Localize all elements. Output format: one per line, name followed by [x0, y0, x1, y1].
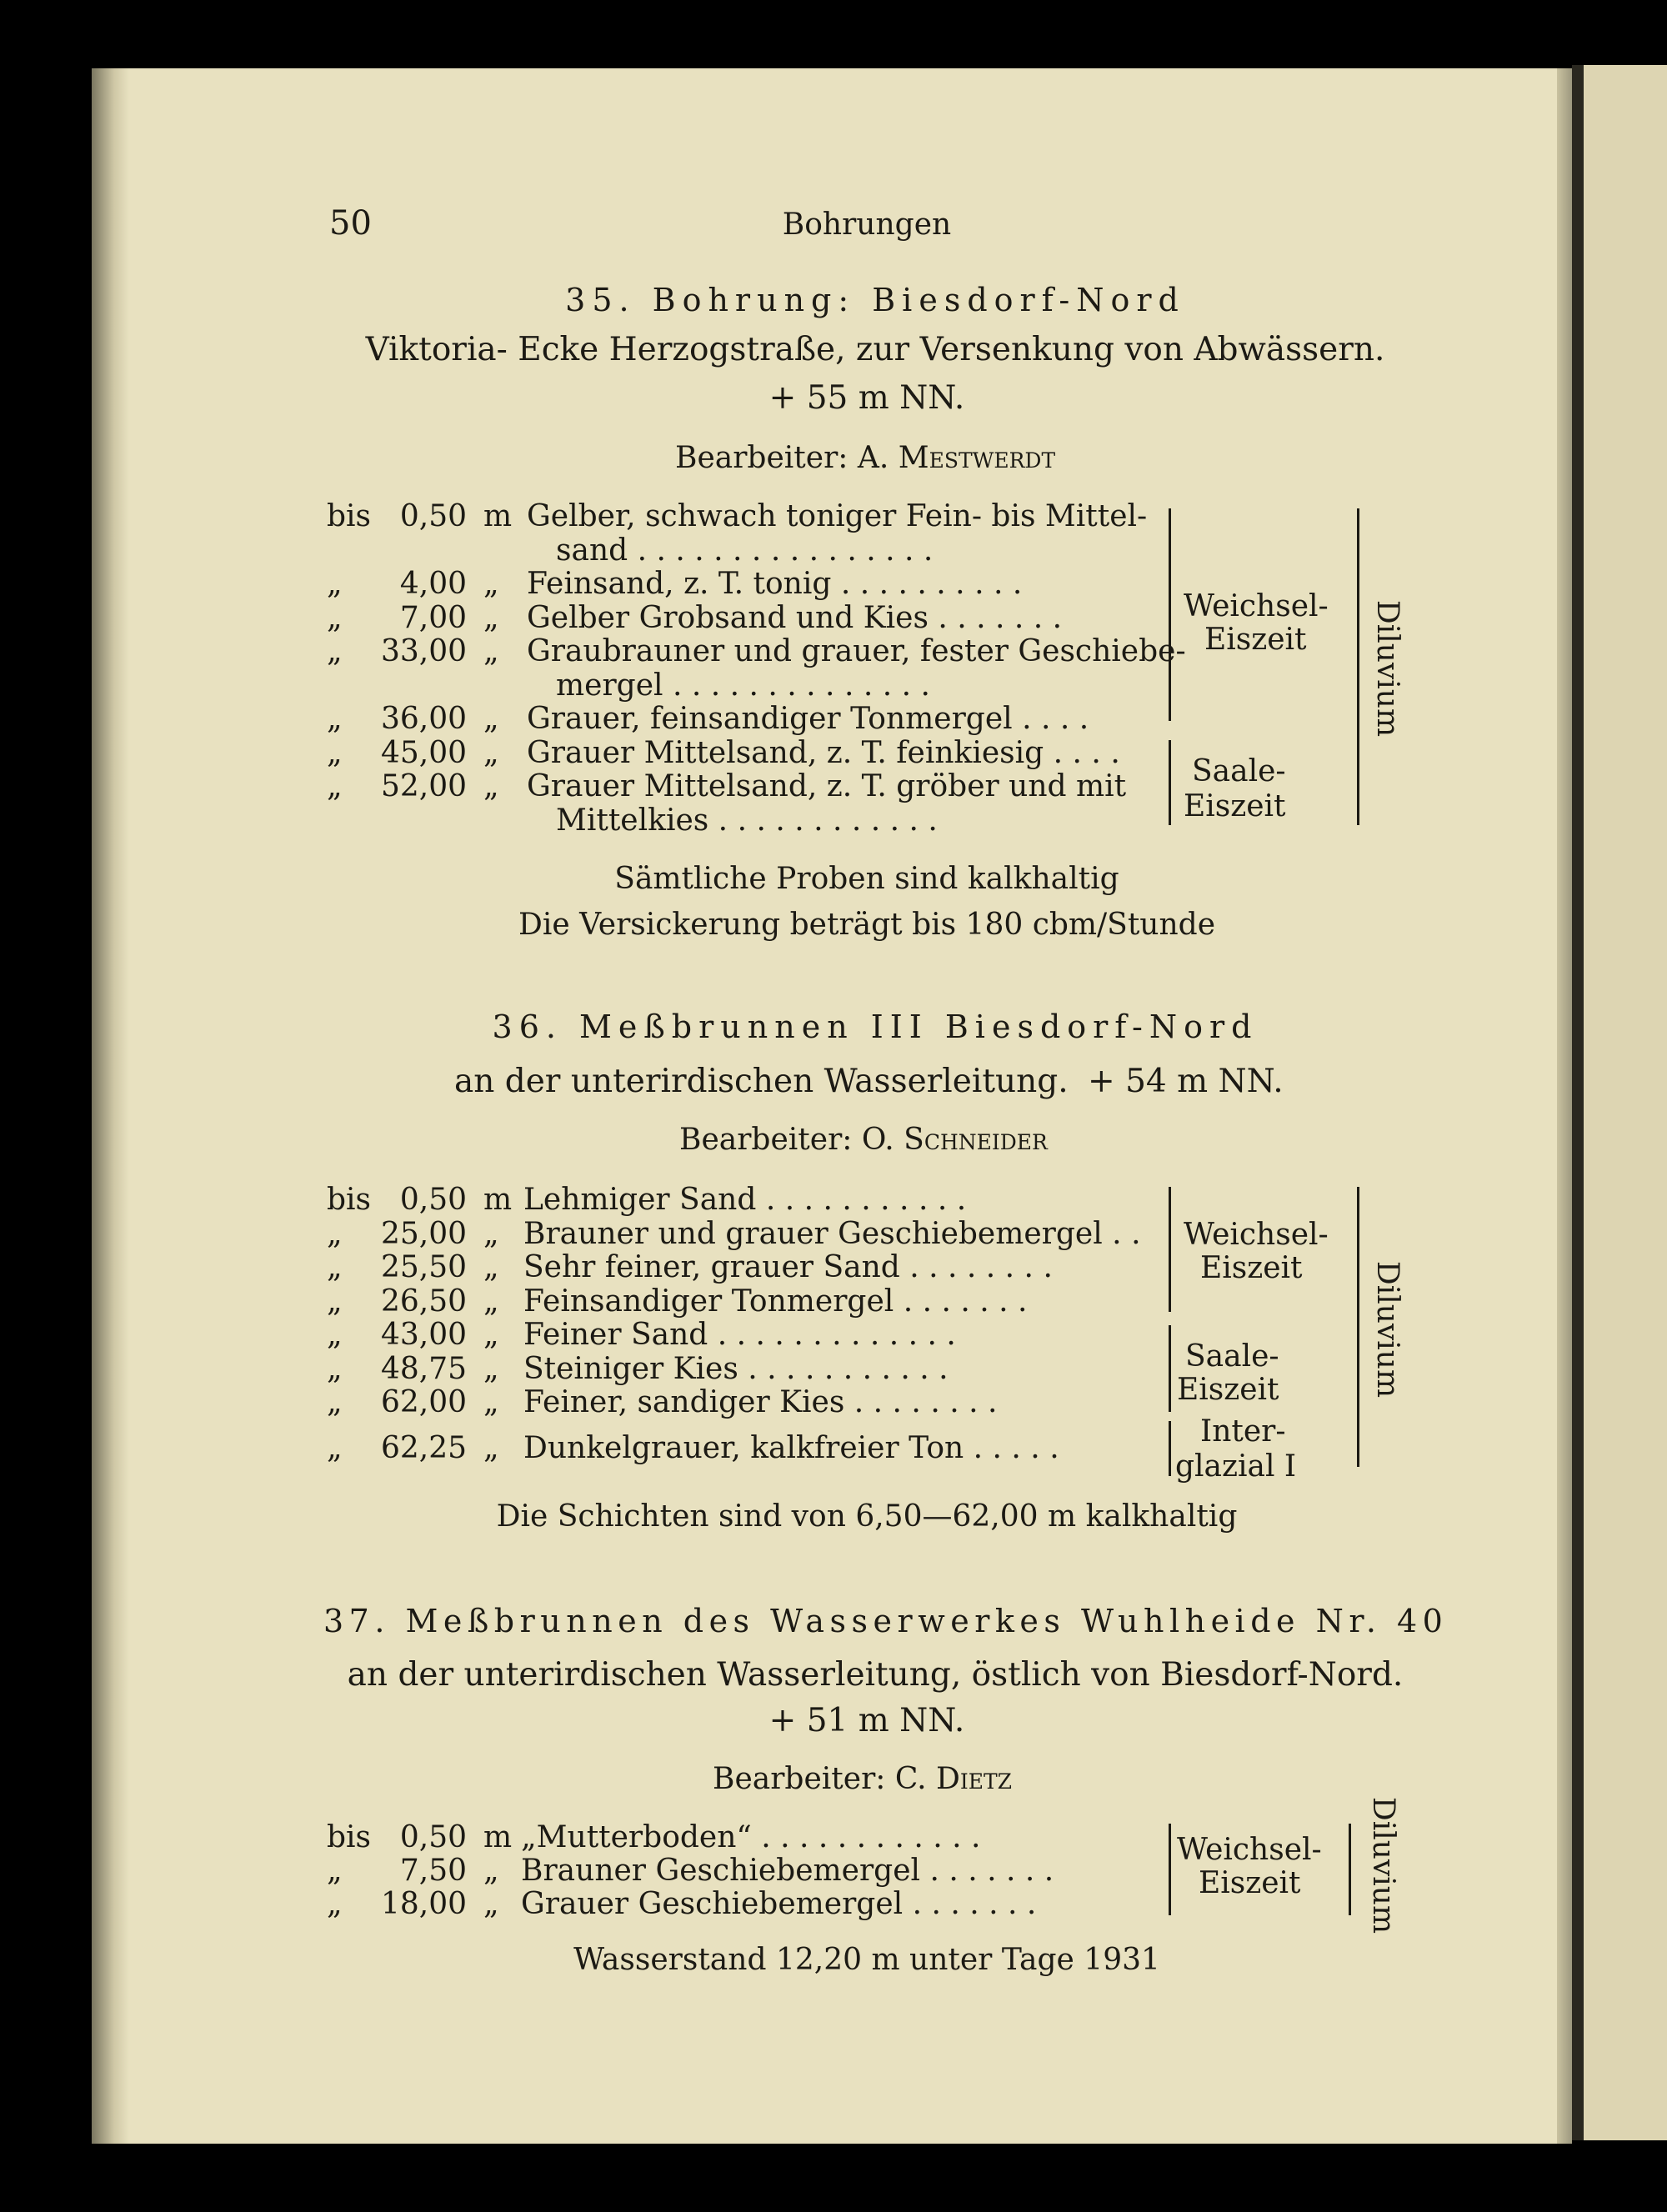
s35-subtitle: Viktoria- Ecke Herzogstraße, zur Versenkung von Abwässern.	[365, 331, 1385, 368]
row-description: Dunkelgrauer, kalkfreier Ton . . . . .	[523, 1430, 1059, 1465]
s36-group3b: glazial I	[1175, 1449, 1297, 1484]
row-depth: 43,00	[380, 1318, 467, 1352]
s37-group1b: Eiszeit	[1199, 1866, 1301, 1900]
row-unit: „	[483, 1318, 499, 1352]
row-description: Feinsandiger Tonmergel . . . . . . .	[523, 1284, 1028, 1319]
s36-subtitle: an der unterirdischen Wasserleitung.	[454, 1063, 1069, 1100]
row-prefix: „	[327, 1216, 343, 1251]
row-depth: 7,00	[399, 600, 467, 635]
row-unit: „	[483, 1351, 499, 1386]
s35-author-name: Mestwerdt	[898, 441, 1056, 475]
s37-title: 37. Meßbrunnen des Wasserwerkes Wuhlheide Nr. 40	[323, 1603, 1449, 1639]
row-prefix: „	[327, 1385, 343, 1419]
row-prefix: „	[327, 1318, 343, 1352]
s36-brace-interglazial	[1150, 1421, 1171, 1476]
s37-era: Diluvium	[1366, 1796, 1400, 1934]
row-depth: 0,50	[399, 1183, 467, 1217]
s36-brace-saale	[1150, 1325, 1171, 1412]
row-description: Grauer, feinsandiger Tonmergel . . . .	[527, 702, 1089, 736]
row-depth: 48,75	[380, 1351, 467, 1386]
row-description: Gelber Grobsand und Kies . . . . . . .	[527, 600, 1063, 635]
s35-elevation: + 55 m NN.	[768, 379, 965, 417]
row-description: mergel . . . . . . . . . . . . . .	[556, 668, 930, 703]
row-description: Lehmiger Sand . . . . . . . . . . .	[523, 1183, 967, 1217]
page-edge-left	[92, 68, 129, 2144]
row-unit: „	[483, 1385, 499, 1419]
row-depth: 62,00	[380, 1385, 467, 1419]
row-unit: „	[483, 600, 499, 635]
row-depth: 25,00	[380, 1216, 467, 1251]
row-description: Grauer Mittelsand, z. T. feinkiesig . . . .	[527, 735, 1120, 770]
row-depth: 52,00	[380, 769, 467, 803]
row-description: Steiniger Kies . . . . . . . . . . .	[523, 1351, 949, 1386]
s36-brace-era	[1342, 1187, 1359, 1467]
row-depth: 45,00	[380, 735, 467, 770]
s36-group2b: Eiszeit	[1177, 1373, 1279, 1407]
row-unit: „	[483, 735, 499, 770]
s35-brace-weichsel	[1150, 508, 1171, 721]
s35-group1: Weichsel-	[1184, 589, 1329, 623]
s35-title: 35. Bohrung: Biesdorf-Nord	[565, 282, 1185, 318]
page-edge-right	[1557, 68, 1572, 2144]
s36-group1: Weichsel-	[1184, 1218, 1329, 1252]
row-description: Feiner, sandiger Kies . . . . . . . .	[523, 1385, 998, 1419]
s36-elevation: + 54 m NN.	[1088, 1063, 1284, 1100]
row-prefix: „	[327, 702, 343, 736]
row-depth: 4,00	[399, 567, 467, 601]
row-prefix: „	[327, 1430, 343, 1465]
adjacent-page	[1584, 65, 1667, 2140]
row-description: Brauner Geschiebemergel . . . . . . .	[521, 1854, 1054, 1888]
row-unit: „	[483, 1854, 499, 1888]
row-description: Mittelkies . . . . . . . . . . . .	[556, 803, 938, 838]
row-depth: 7,50	[399, 1854, 467, 1888]
row-prefix: „	[327, 1250, 343, 1284]
s36-group1b: Eiszeit	[1200, 1251, 1303, 1285]
s35-group1b: Eiszeit	[1204, 623, 1307, 657]
row-prefix: „	[327, 735, 343, 770]
row-unit: „	[483, 1430, 499, 1465]
s36-author-prefix: Bearbeiter: O.	[679, 1123, 894, 1157]
row-prefix: bis	[327, 1820, 372, 1854]
s36-group2: Saale-	[1185, 1339, 1279, 1374]
s37-subtitle: an der unterirdischen Wasserleitung, östlich von Biesdorf-Nord.	[347, 1656, 1404, 1694]
row-depth: 26,50	[380, 1284, 467, 1319]
s35-note2: Die Versickerung beträgt bis 180 cbm/Stunde	[518, 908, 1216, 942]
s35-note1: Sämtliche Proben sind kalkhaltig	[614, 862, 1119, 896]
s35-group2b: Eiszeit	[1184, 789, 1286, 823]
s37-elevation: + 51 m NN.	[768, 1702, 965, 1739]
row-prefix: bis	[327, 499, 372, 533]
s35-author	[675, 442, 1055, 475]
row-description: sand . . . . . . . . . . . . . . . .	[556, 533, 934, 568]
row-description: Feinsand, z. T. tonig . . . . . . . . . .	[527, 567, 1023, 601]
gutter	[1572, 65, 1584, 2140]
row-prefix: „	[327, 567, 343, 601]
row-unit: „	[483, 1250, 499, 1284]
row-depth: 18,00	[380, 1887, 467, 1921]
row-unit: „	[483, 1887, 499, 1921]
s37-brace-era	[1334, 1824, 1351, 1915]
row-depth: 0,50	[399, 499, 467, 533]
row-prefix: „	[327, 1854, 343, 1888]
s37-author	[713, 1763, 1012, 1796]
row-prefix: „	[327, 1351, 343, 1386]
row-depth: 0,50	[399, 1820, 467, 1854]
s35-brace-era	[1342, 508, 1359, 825]
row-unit: „	[483, 567, 499, 601]
s36-author-name: Schneider	[904, 1123, 1048, 1157]
s35-author-prefix: Bearbeiter: A.	[675, 441, 889, 475]
row-prefix: „	[327, 769, 343, 803]
row-prefix: „	[327, 1284, 343, 1319]
row-prefix: „	[327, 1887, 343, 1921]
row-depth: 25,50	[380, 1250, 467, 1284]
page-number: 50	[329, 204, 372, 243]
s37-group1: Weichsel-	[1177, 1833, 1322, 1867]
row-unit: „	[483, 634, 499, 668]
row-description: „Mutterboden“ . . . . . . . . . . . .	[521, 1820, 981, 1854]
row-prefix: „	[327, 600, 343, 635]
s35-group2: Saale-	[1192, 754, 1286, 788]
row-description: Grauer Geschiebemergel . . . . . . .	[521, 1887, 1037, 1921]
row-depth: 36,00	[380, 702, 467, 736]
running-title: Bohrungen	[782, 208, 952, 242]
s35-brace-saale	[1150, 740, 1171, 825]
row-prefix: „	[327, 634, 343, 668]
row-unit: m	[483, 499, 513, 533]
s36-group3: Inter-	[1200, 1414, 1286, 1449]
row-description: Graubrauner und grauer, fester Geschiebe-	[527, 634, 1186, 668]
row-description: Grauer Mittelsand, z. T. gröber und mit	[527, 769, 1127, 803]
s36-title: 36. Meßbrunnen III Biesdorf-Nord	[492, 1008, 1259, 1045]
row-depth: 62,25	[380, 1430, 467, 1465]
s37-author-prefix: Bearbeiter: C.	[713, 1762, 927, 1796]
row-description: Feiner Sand . . . . . . . . . . . . .	[523, 1318, 956, 1352]
row-unit: „	[483, 1216, 499, 1251]
s37-author-name: Dietz	[936, 1762, 1013, 1796]
row-unit: „	[483, 702, 499, 736]
row-prefix: bis	[327, 1183, 372, 1217]
row-unit: „	[483, 1284, 499, 1319]
s36-era: Diluvium	[1370, 1260, 1404, 1399]
row-unit: „	[483, 769, 499, 803]
s36-note1: Die Schichten sind von 6,50—62,00 m kalkhaltig	[496, 1499, 1238, 1534]
row-depth: 33,00	[380, 634, 467, 668]
row-description: Gelber, schwach toniger Fein- bis Mittel-	[527, 499, 1148, 533]
s35-era: Diluvium	[1370, 599, 1404, 738]
s36-author	[679, 1124, 1048, 1157]
row-description: Sehr feiner, grauer Sand . . . . . . . .	[523, 1250, 1053, 1284]
row-description: Brauner und grauer Geschiebemergel . .	[523, 1216, 1141, 1251]
s37-brace-weichsel	[1150, 1824, 1171, 1915]
row-unit: m	[483, 1183, 513, 1217]
row-unit: m	[483, 1820, 513, 1854]
s37-note1: Wasserstand 12,20 m unter Tage 1931	[573, 1943, 1160, 1977]
s36-brace-weichsel	[1150, 1187, 1171, 1312]
